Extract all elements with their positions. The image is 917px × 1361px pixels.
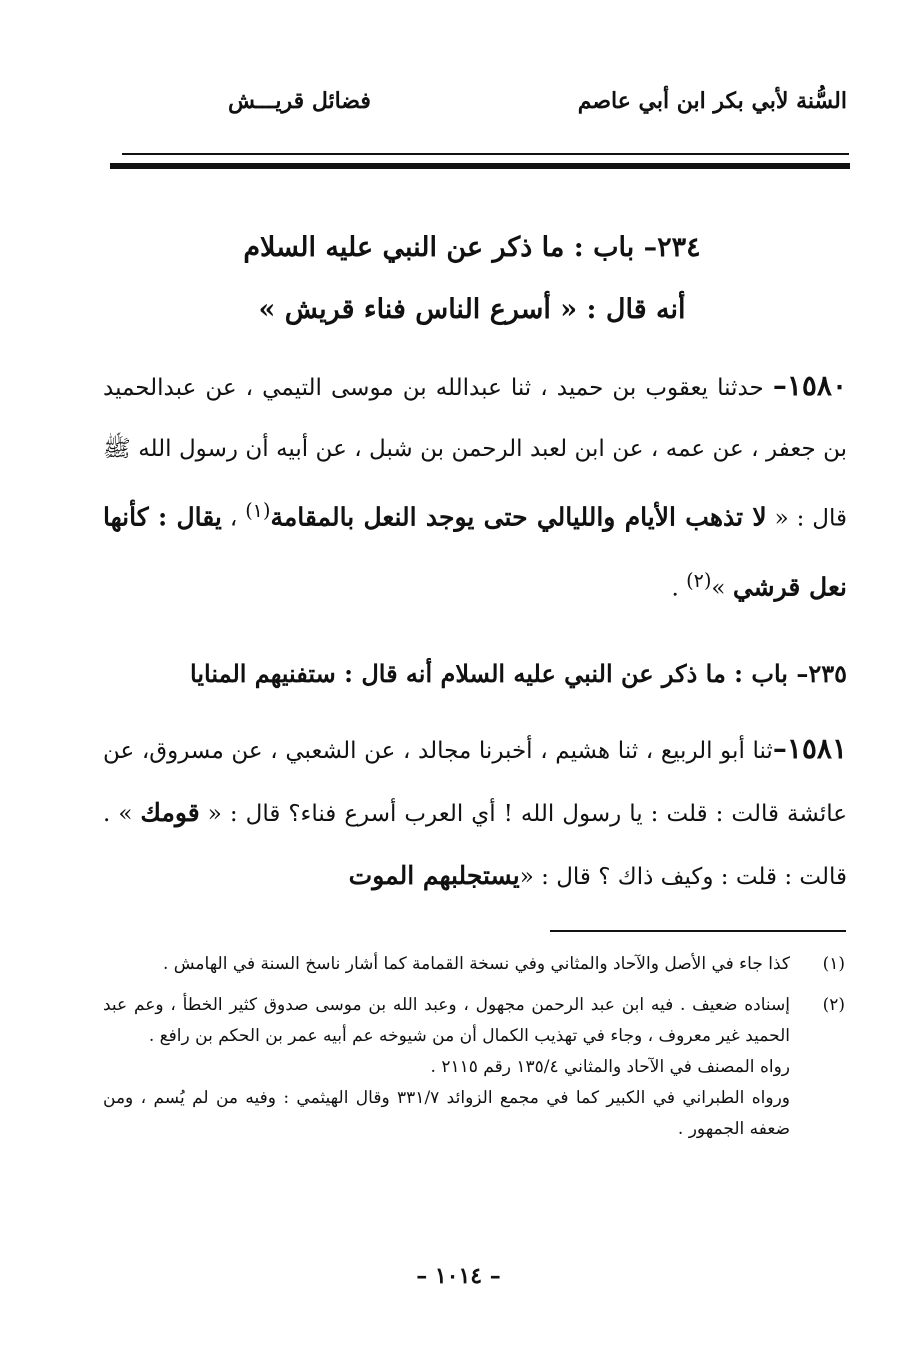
hadith-text-close: » <box>711 575 733 602</box>
hadith-text-2: » . قالت : قلت : وكيف ذاك ؟ قال : « <box>103 801 847 890</box>
running-header-section-title: فضائل قريـــش <box>228 88 371 114</box>
hadith-text: ثنا أبو الربيع ، ثنا هشيم ، أخبرنا مجالد ، عن الشعبي ، عن مسروق، عن عائشة قالت : قلت : يا رسول الله ! أي العرب أسرع فناء؟ قال : « <box>103 738 848 827</box>
hadith-text-end: . <box>671 575 687 602</box>
hadith-text-sep: ، <box>221 505 246 532</box>
hadith-1581 <box>103 718 847 908</box>
footnote-1 <box>103 949 845 980</box>
hadith-number: ١٥٨٠– <box>772 369 847 402</box>
chapter-234-heading: ٢٣٤– باب : ما ذكر عن النبي عليه السلام <box>243 232 701 263</box>
chapter-235-heading: ٢٣٥– باب : ما ذكر عن النبي عليه السلام أنه قال : ستفنيهم المنايا <box>190 659 847 688</box>
footnote-text: إسناده ضعيف . فيه ابن عبد الرحمن مجهول ، وعبد الله بن موسى صدوق كثير الخطأ ، وعم عبد الحميد غير معروف ، وجاء في تهذيب الكمال أن من شيوخه عم أبيه عمر بن الحكم بن رافع . <box>103 995 790 1046</box>
footnote-text: كذا جاء في الأصل والآحاد والمثاني وفي نسخة القمامة كما أشار ناسخ السنة في الهامش . <box>162 954 790 974</box>
chapter-234-subheading: أنه قال : « أسرع الناس فناء قريش » <box>258 294 686 325</box>
footnote-text-line2: رواه المصنف في الآحاد والمثاني ١٣٥/٤ رقم ٢١١٥ . <box>430 1057 790 1077</box>
page-number: – ١٠١٤ – <box>416 1263 501 1289</box>
header-rule-thin <box>122 153 849 155</box>
hadith-quote: لا تذهب الأيام والليالي حتى يوجد النعل بالمقامة <box>270 502 767 532</box>
running-header-book-title: السُّنة لأبي بكر ابن أبي عاصم <box>577 88 847 114</box>
hadith-text: حدثنا يعقوب بن حميد ، ثنا عبدالله بن موسى التيمي ، عن عبدالحميد بن جعفر ، عن عمه ، عن ابن لعبد الرحمن بن شبل ، عن أبيه أن رسول الله ﷺ قال : « <box>103 375 848 532</box>
hadith-1580 <box>103 355 847 619</box>
footnote-2 <box>103 990 845 1145</box>
hadith-quote-2: يستجلبهم الموت <box>348 861 520 890</box>
footnote-mark: (١) <box>822 954 845 974</box>
footnote-ref-2[interactable]: (٢) <box>686 568 712 592</box>
footnote-separator <box>550 930 846 932</box>
hadith-quote-2: يقال : كأنها نعل قرشي <box>103 502 847 602</box>
footnote-mark: (٢) <box>822 995 845 1015</box>
hadith-quote: قومك <box>140 798 200 827</box>
footnote-ref-1[interactable]: (١) <box>245 499 271 522</box>
hadith-number: ١٥٨١– <box>772 732 847 765</box>
header-rule-thick <box>110 163 850 169</box>
footnote-text-line3: ورواه الطبراني في الكبير كما في مجمع الزوائد ٣٣١/٧ وقال الهيثمي : وفيه من لم يُسم ، ومن ضعفه الجمهور . <box>103 1088 790 1139</box>
